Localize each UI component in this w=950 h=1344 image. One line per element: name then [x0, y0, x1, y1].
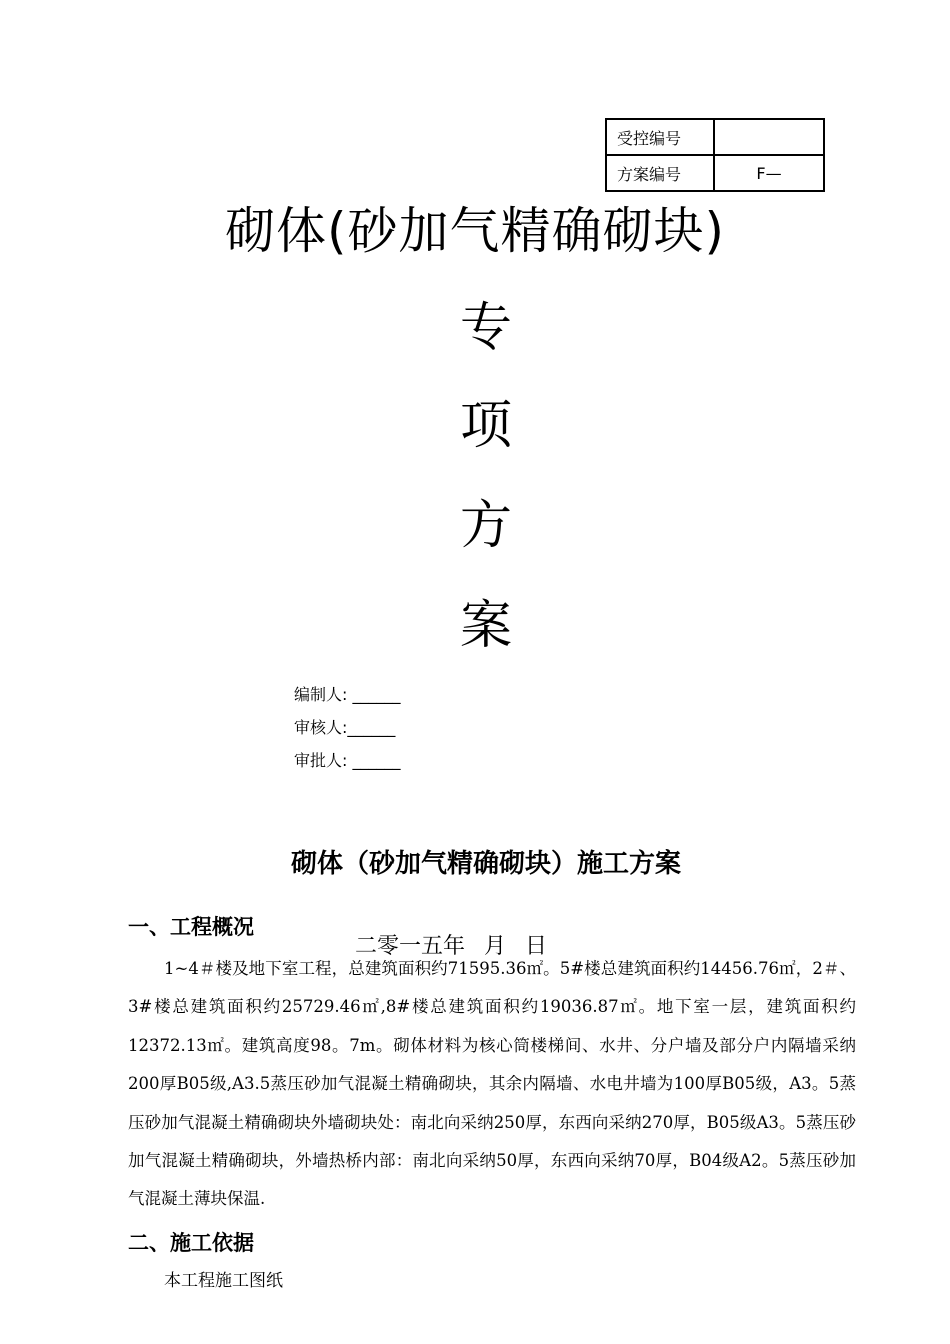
control-table [605, 118, 825, 192]
cover-title: 砌体(砂加气精确砌块) [224, 202, 725, 260]
cover-vertical-char-3: 方 [459, 496, 512, 556]
plan-number-label: 方案编号 [606, 155, 714, 191]
control-number-value [714, 119, 824, 155]
cover-vertical-char-1: 专 [459, 298, 512, 358]
plan-number-row [606, 155, 824, 191]
section-2-heading: 二、施工依据 [128, 1231, 254, 1255]
compiler-line: 编制人: ______ [294, 685, 401, 704]
plan-number-value: F— [714, 155, 824, 191]
cover-vertical-char-4: 案 [459, 596, 512, 656]
section-1-heading: 一、工程概况 [128, 915, 254, 939]
cover-date: 二零一五年 月 日 [355, 934, 547, 959]
approver-line: 审批人: ______ [294, 751, 401, 770]
control-number-label: 受控编号 [606, 119, 714, 155]
reviewer-line: 审核人:______ [294, 718, 396, 737]
control-number-row [606, 119, 824, 155]
cover-vertical-char-2: 项 [459, 396, 512, 456]
body-title: 砌体（砂加气精确砌块）施工方案 [290, 849, 681, 879]
section-1-paragraph: 1~4＃楼及地下室工程，总建筑面积约71595.36㎡。5#楼总建筑面积约14456.76㎡，2＃、3#楼总建筑面积约25729.46㎡,8#楼总建筑面积约19036.87㎡。地下室一层，建筑面积约12372.13㎡。建筑高度98。7m。砌体材料为核心筒楼梯间、水井、分户墙及部分户内隔墙采纳200厚B05级,A3.5蒸压砂加气混凝土精确砌块，其余内隔墙、水电井墙为100厚B05级，A3。5蒸压砂加气混凝土精确砌块外墙砌块处：南北向采纳250厚，东西向采纳270厚，B05级A3。5蒸压砂加气混凝土精确砌块，外墙热桥内部：南北向采纳50厚，东西向采纳70厚，B04级A2。5蒸压砂加气混凝土薄块保温. [128, 959, 856, 1209]
section-2-paragraph: 本工程施工图纸 [164, 1271, 283, 1291]
